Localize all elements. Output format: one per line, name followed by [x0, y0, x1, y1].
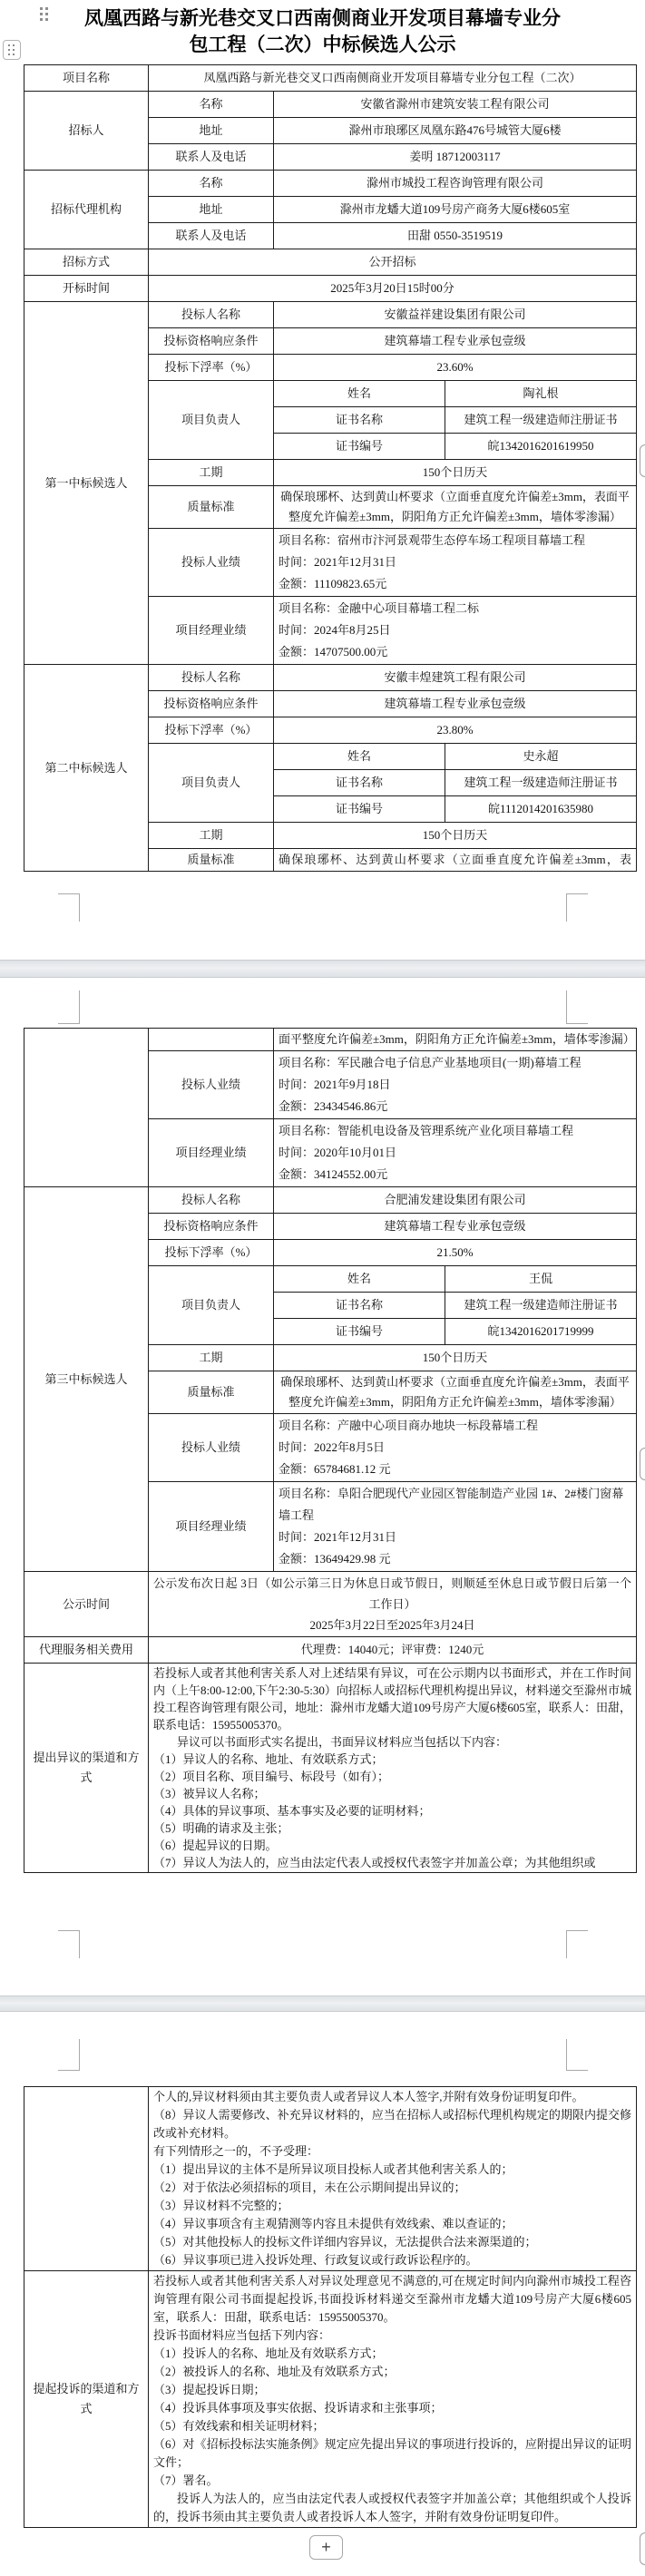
page-separator: [0, 1995, 645, 2012]
add-page-button[interactable]: +: [309, 2535, 343, 2560]
project-manager-label: 项目负责人: [149, 744, 274, 823]
objection-channel-label: 提出异议的渠道和方式: [24, 1664, 149, 1873]
qualification-label: 投标资格响应条件: [149, 328, 274, 355]
publicity-time-label: 公示时间: [24, 1572, 149, 1637]
open-time-value: 2025年3月20日15时00分: [149, 276, 637, 302]
side-handle[interactable]: [640, 2532, 645, 2565]
page-title: 凤凰西路与新光巷交叉口西南侧商业开发项目幕墙专业分包工程（二次）中标候选人公示: [84, 7, 561, 55]
page-corner-mark: [566, 1930, 588, 1958]
candidate2-group-continued: [24, 1029, 149, 1187]
side-handle[interactable]: [640, 1448, 645, 1480]
candidate2-quality-part2: 面平整度允许偏差±3mm，阴阳角方正允许偏差±3mm，墙体零渗漏）: [274, 1029, 637, 1051]
contact-label: 联系人及电话: [149, 144, 274, 171]
candidate2-qualification: 建筑幕墙工程专业承包壹级: [274, 691, 637, 717]
discount-rate-label: 投标下浮率（%）: [149, 717, 274, 744]
bidder-performance-label: 投标人业绩: [149, 1051, 274, 1119]
agency-label: 招标代理机构: [24, 171, 149, 249]
contact-label: 联系人及电话: [149, 223, 274, 249]
person-name-label: 姓名: [274, 1266, 445, 1293]
candidate3-rate: 21.50%: [274, 1240, 637, 1266]
page-corner-mark: [58, 2039, 80, 2071]
open-time-label: 开标时间: [24, 276, 149, 302]
page-corner-mark: [58, 990, 80, 1024]
bidder-name-label: 投标人名称: [149, 1187, 274, 1214]
bidder-name-label: 投标人名称: [149, 665, 274, 691]
manager-performance-label: 项目经理业绩: [149, 1482, 274, 1572]
person-name-label: 姓名: [274, 381, 445, 407]
candidate3-bidder-performance: 项目名称：产融中心项目商办地块一标段幕墙工程 时间：2022年8月5日 金额：65784681.12 元: [274, 1414, 637, 1482]
candidate3-qualification: 建筑幕墙工程专业承包壹级: [274, 1214, 637, 1240]
objection-text-page3: 个人的,异议材料须由其主要负责人或者异议人本人签字,并附有效身份证明复印件。 （8）异议人需要修改、补充异议材料的，应当在招标人或招标代理机构规定的期限内提交修改或补充材料。 有下列情形之一的，不予受理： （1）提出异议的主体不是所异议项目投标人或者其他利害关系人的； （2）对于依法必须招标的项目，未在公示期间提出异议的； （3）异议材料不完整的； （4）异议事项含有主观猜测等内容且未提供有效线索、难以查证的； （5）对其他投标人的投标文件详细内容异议，无法提供合法来源渠道的； （6）异议事项已进入投诉处理、行政复议或行政诉讼程序的。: [149, 2087, 637, 2271]
cert-no-label: 证书编号: [274, 1319, 445, 1345]
page-corner-mark: [566, 2039, 588, 2071]
candidate2-group-label: 第二中标候选人: [24, 665, 149, 872]
cert-name-label: 证书名称: [274, 407, 445, 434]
candidate1-bidder-performance: 项目名称：宿州市汴河景观带生态停车场工程项目幕墙工程 时间：2021年12月31日 金额：11109823.65元: [274, 529, 637, 597]
candidate2-cert-no: 皖1112014201635980: [445, 796, 637, 823]
candidate1-rate: 23.60%: [274, 355, 637, 381]
manager-performance-label: 项目经理业绩: [149, 597, 274, 665]
qualification-label: 投标资格响应条件: [149, 1214, 274, 1240]
candidate1-quality: 确保琅琊杯、达到黄山杯要求（立面垂直度允许偏差±3mm，表面平整度允许偏差±3mm，阴阳角方正允许偏差±3mm，墙体零渗漏）: [274, 486, 637, 529]
notice-table-page2: [24, 1028, 637, 1873]
agency-fee-label: 代理服务相关费用: [24, 1637, 149, 1664]
complaint-channel-label: 提起投诉的渠道和方式: [24, 2271, 149, 2528]
name-label: 名称: [149, 92, 274, 118]
address-label: 地址: [149, 197, 274, 223]
candidate3-cert-name: 建筑工程一级建造师注册证书: [445, 1293, 637, 1319]
tenderer-contact: 姜明 18712003117: [274, 144, 637, 171]
cert-name-label: 证书名称: [274, 1293, 445, 1319]
candidate1-bidder: 安徽益祥建设集团有限公司: [274, 302, 637, 328]
address-label: 地址: [149, 118, 274, 144]
candidate2-duration: 150个日历天: [274, 823, 637, 849]
candidate3-quality: 确保琅琊杯、达到黄山杯要求（立面垂直度允许偏差±3mm，表面平整度允许偏差±3mm，阴阳角方正允许偏差±3mm，墙体零渗漏）: [274, 1371, 637, 1414]
candidate3-bidder: 合肥浦发建设集团有限公司: [274, 1187, 637, 1214]
page-corner-mark: [58, 1930, 80, 1958]
candidate1-cert-no: 皖1342016201619950: [445, 434, 637, 460]
objection-text-page2: 若投标人或者其他利害关系人对上述结果有异议，可在公示期内以书面形式，并在工作时间内（上午8:00-12:00,下午2:30-5:30）向招标人或招标代理机构提出异议，材料递交至滁州市城投工程咨询管理有限公司，地址：滁州市龙蟠大道109号房产大厦6楼605室，联系人：田甜，联系电话：15955005370。 异议可以书面形式实名提出，书面异议材料应当包括以下内容： （1）异议人的名称、地址、有效联系方式； （2）项目名称、项目编号、标段号（如有）； （3）被异议人名称； （4）具体的异议事项、基本事实及必要的证明材料； （5）明确的请求及主张； （6）提起异议的日期。 （7）异议人为法人的，应当由法定代表人或授权代表签字并加盖公章；为其他组织或: [149, 1664, 637, 1873]
agency-address: 滁州市龙蟠大道109号房产商务大厦6楼605室: [274, 197, 637, 223]
candidate1-group-label: 第一中标候选人: [24, 302, 149, 665]
page-separator: [0, 960, 645, 978]
agency-fee-value: 代理费：14040元；评审费：1240元: [149, 1637, 637, 1664]
project-manager-label: 项目负责人: [149, 1266, 274, 1345]
manager-performance-label: 项目经理业绩: [149, 1119, 274, 1187]
cert-no-label: 证书编号: [274, 796, 445, 823]
candidate1-cert-name: 建筑工程一级建造师注册证书: [445, 407, 637, 434]
candidate3-duration: 150个日历天: [274, 1345, 637, 1371]
agency-contact: 田甜 0550-3519519: [274, 223, 637, 249]
candidate2-quality-part1: 确保琅琊杯、达到黄山杯要求（立面垂直度允许偏差±3mm，表: [274, 849, 637, 872]
bidder-name-label: 投标人名称: [149, 302, 274, 328]
quality-label: 质量标准: [149, 486, 274, 529]
candidate3-manager-performance: 项目名称：阜阳合肥现代产业园区智能制造产业园 1#、2#楼门窗幕墙工程 时间：2021年12月31日 金额：13649429.98 元: [274, 1482, 637, 1572]
page-corner-mark: [566, 990, 588, 1024]
discount-rate-label: 投标下浮率（%）: [149, 1240, 274, 1266]
candidate2-manager-name: 史永超: [445, 744, 637, 770]
notice-table-page3: [24, 2086, 637, 2528]
candidate3-group-label: 第三中标候选人: [24, 1187, 149, 1572]
cert-no-label: 证书编号: [274, 434, 445, 460]
quality-label-continued: [149, 1029, 274, 1051]
candidate2-manager-performance: 项目名称：智能机电设备及管理系统产业化项目幕墙工程 时间：2020年10月01日 金额：34124552.00元: [274, 1119, 637, 1187]
candidate1-manager-performance: 项目名称：金融中心项目幕墙工程二标 时间：2024年8月25日 金额：14707500.00元: [274, 597, 637, 665]
candidate1-qualification: 建筑幕墙工程专业承包壹级: [274, 328, 637, 355]
side-handle[interactable]: [640, 444, 645, 477]
candidate3-cert-no: 皖1342016201719999: [445, 1319, 637, 1345]
duration-label: 工期: [149, 460, 274, 486]
complaint-text: 若投标人或者其他利害关系人对异议处理意见不满意的,可在规定时间内向滁州市城投工程咨询管理有限公司书面提起投诉,书面投诉材料递交至滁州市龙蟠大道109号房产大厦6楼605室，联系人：田甜，联系电话：15955005370。 投诉书面材料应当包括下列内容： （1）投诉人的名称、地址及有效联系方式； （2）被投诉人的名称、地址及有效联系方式； （3）提起投诉日期； （4）投诉具体事项及事实依据、投诉请求和主张事项； （5）有效线索和相关证明材料； （6）对《招标投标法实施条例》规定应先提出异议的事项进行投诉的，应附提出异议的证明文件； （7）署名。 投诉人为法人的，应当由法定代表人或授权代表签字并加盖公章；其他组织或个人投诉的，投诉书须由其主要负责人或者投诉人本人签字，并附有效身份证明复印件。: [149, 2271, 637, 2528]
notice-table-page1: [24, 64, 637, 872]
qualification-label: 投标资格响应条件: [149, 691, 274, 717]
candidate1-duration: 150个日历天: [274, 460, 637, 486]
tenderer-address: 滁州市琅琊区凤凰东路476号城管大厦6楼: [274, 118, 637, 144]
tenderer-label: 招标人: [24, 92, 149, 171]
quality-label: 质量标准: [149, 1371, 274, 1414]
candidate1-manager-name: 陶礼根: [445, 381, 637, 407]
project-name-label: 项目名称: [24, 65, 149, 92]
candidate2-rate: 23.80%: [274, 717, 637, 744]
method-value: 公开招标: [149, 249, 637, 276]
candidate3-manager-name: 王侃: [445, 1266, 637, 1293]
candidate2-bidder: 安徽丰煌建筑工程有限公司: [274, 665, 637, 691]
agency-name: 滁州市城投工程咨询管理有限公司: [274, 171, 637, 197]
objection-channel-continued: [24, 2087, 149, 2271]
candidate2-bidder-performance: 项目名称：军民融合电子信息产业基地项目(一期)幕墙工程 时间：2021年9月18日 金额：23434546.86元: [274, 1051, 637, 1119]
bidder-performance-label: 投标人业绩: [149, 1414, 274, 1482]
duration-label: 工期: [149, 823, 274, 849]
duration-label: 工期: [149, 1345, 274, 1371]
tenderer-name: 安徽省滁州市建筑安装工程有限公司: [274, 92, 637, 118]
person-name-label: 姓名: [274, 744, 445, 770]
candidate2-cert-name: 建筑工程一级建造师注册证书: [445, 770, 637, 796]
publicity-time-value: 公示发布次日起 3日（如公示第三日为休息日或节假日，则顺延至休息日或节假日后第一个工作日） 2025年3月22日至2025年3月24日: [149, 1572, 637, 1637]
method-label: 招标方式: [24, 249, 149, 276]
cert-name-label: 证书名称: [274, 770, 445, 796]
project-name-value: 凤凰西路与新光巷交叉口西南侧商业开发项目幕墙专业分包工程（二次）: [149, 65, 637, 92]
bidder-performance-label: 投标人业绩: [149, 529, 274, 597]
project-manager-label: 项目负责人: [149, 381, 274, 460]
quality-label: 质量标准: [149, 849, 274, 872]
name-label: 名称: [149, 171, 274, 197]
page-corner-mark: [58, 893, 80, 922]
discount-rate-label: 投标下浮率（%）: [149, 355, 274, 381]
page-corner-mark: [566, 893, 588, 922]
